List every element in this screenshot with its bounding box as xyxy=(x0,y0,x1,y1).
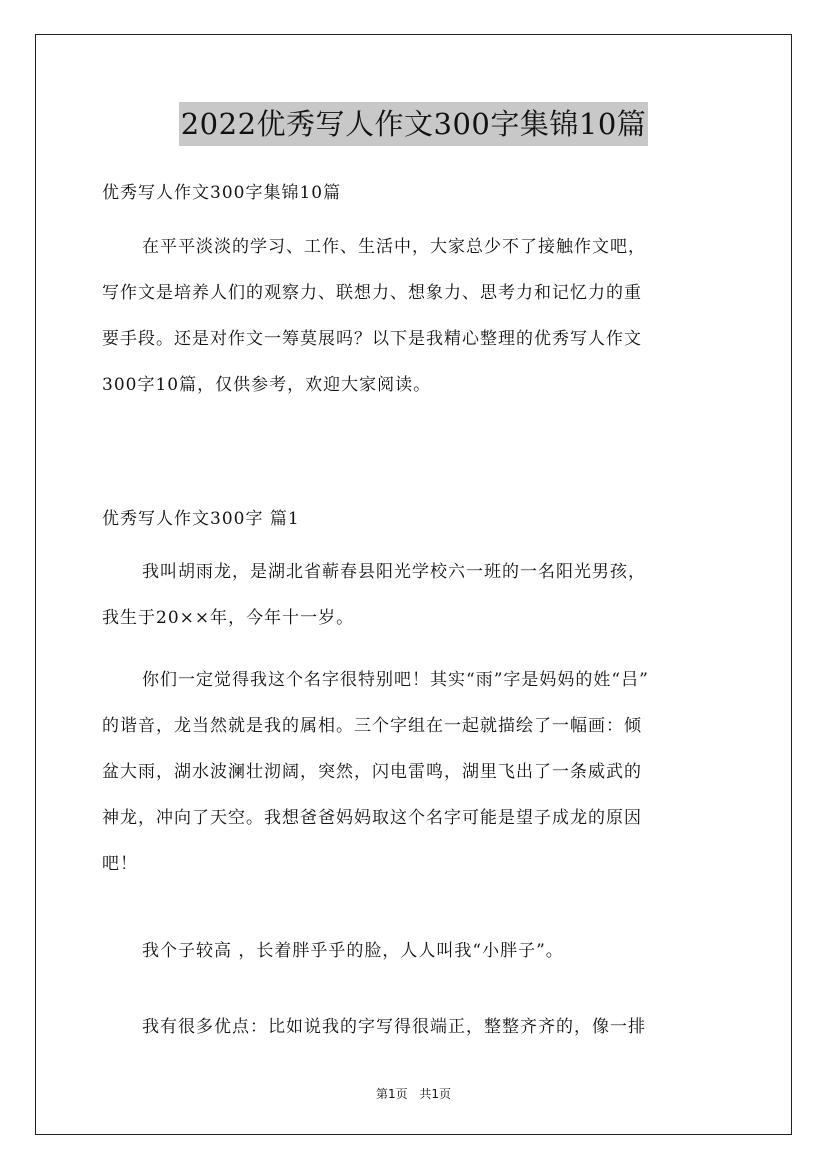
intro-line: 要手段。还是对作文一筹莫展吗？以下是我精心整理的优秀写人作文 xyxy=(102,329,642,349)
paragraph-line: 神龙，冲向了天空。我想爸爸妈妈取这个名字可能是望子成龙的原因 xyxy=(102,808,642,828)
paragraph-2 xyxy=(102,657,730,887)
paragraph-3 xyxy=(102,928,730,974)
intro-line: 在平平淡淡的学习、工作、生活中，大家总少不了接触作文吧， xyxy=(142,237,646,257)
paragraph-line: 盆大雨，湖水波澜壮沏阔，突然，闪电雷鸣，湖里飞出了一条威武的 xyxy=(102,762,642,782)
document-subtitle: 优秀写人作文300字集锦10篇 xyxy=(102,183,342,203)
paragraph-line: 吧！ xyxy=(102,854,138,874)
paragraph-1 xyxy=(102,549,730,641)
paragraph-line: 我个子较高 ，长着胖乎乎的脸，人人叫我“小胖子”。 xyxy=(142,941,564,961)
section-heading: 优秀写人作文300字 篇1 xyxy=(102,509,300,529)
document-title: 2022优秀写人作文300字集锦10篇 xyxy=(179,102,649,146)
paragraph-line: 的谐音，龙当然就是我的属相。三个字组在一起就描绘了一幅画：倾 xyxy=(102,716,642,736)
page-total: 共1页 xyxy=(419,1087,452,1101)
page-footer xyxy=(0,1085,827,1102)
paragraph-4 xyxy=(102,1004,730,1050)
paragraph-line: 我有很多优点：比如说我的字写得很端正，整整齐齐的，像一排 xyxy=(142,1017,646,1037)
paragraph-line: 我生于20××年，今年十一岁。 xyxy=(102,608,355,628)
intro-line: 300字10篇，仅供参考，欢迎大家阅读。 xyxy=(102,375,432,395)
paragraph-line: 我叫胡雨龙，是湖北省蕲春县阳光学校六一班的一名阳光男孩， xyxy=(142,562,646,582)
intro-paragraph xyxy=(102,224,730,408)
intro-line: 写作文是培养人们的观察力、联想力、想象力、思考力和记忆力的重 xyxy=(102,283,642,303)
page-number: 第1页 xyxy=(375,1087,408,1101)
paragraph-line: 你们一定觉得我这个名字很特别吧！其实“雨”字是妈妈的姓“吕” xyxy=(142,670,649,690)
title-container xyxy=(0,102,827,146)
